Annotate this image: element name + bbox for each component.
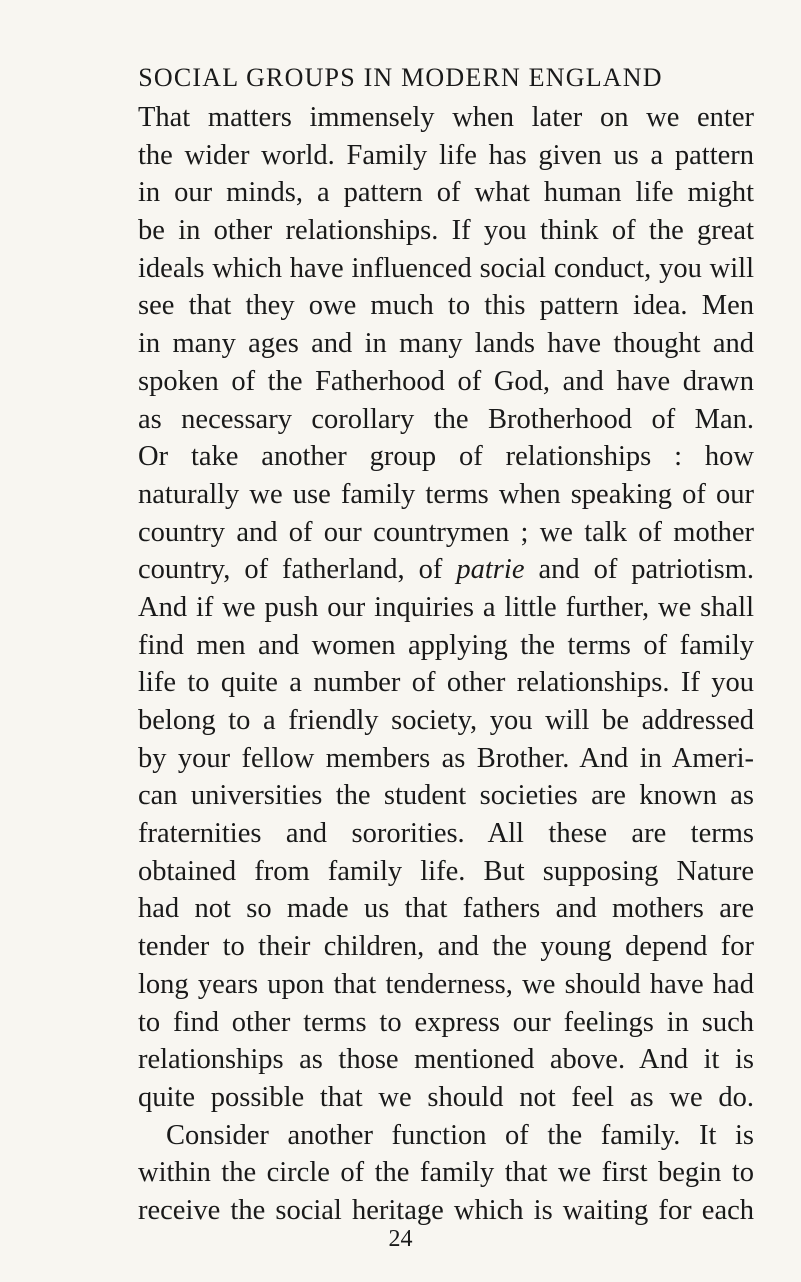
text-line: That matters immensely when later on we enter bbox=[138, 102, 754, 133]
text-line: naturally we use family terms when speaking of our bbox=[138, 478, 754, 510]
text-span: and of patriotism. bbox=[524, 554, 754, 586]
text-line: Or take another group of relationships : how bbox=[138, 441, 754, 473]
text-line: the wider world. Family life has given us a pattern bbox=[138, 139, 754, 171]
text-line: quite possible that we should not feel as we do. bbox=[138, 1081, 754, 1113]
text-line: life to quite a number of other relationships. If you bbox=[138, 667, 754, 699]
text-line: within the circle of the family that we first begin to bbox=[138, 1157, 754, 1189]
text-line: obtained from family life. But supposing Nature bbox=[138, 855, 754, 887]
text-line: had not so made us that fathers and mothers are bbox=[138, 893, 754, 925]
text-line: long years upon that tenderness, we should have had bbox=[138, 968, 754, 1000]
text-line: can universities the student societies are known as bbox=[138, 780, 754, 812]
text-line: And if we push our inquiries a little further, we shall bbox=[138, 591, 754, 623]
text-line: receive the social heritage which is waiting for each bbox=[138, 1194, 754, 1226]
text-line: relationships as those mentioned above. And it is bbox=[138, 1044, 754, 1076]
body-text bbox=[138, 99, 754, 1230]
text-line: be in other relationships. If you think of the great bbox=[138, 215, 754, 247]
text-line: to find other terms to express our feelings in such bbox=[138, 1006, 754, 1038]
page-number: 24 bbox=[388, 1226, 413, 1252]
text-line: ideals which have influenced social conduct, you will bbox=[138, 252, 754, 284]
text-line: as necessary corollary the Brotherhood of Man. bbox=[138, 403, 754, 435]
text-line: tender to their children, and the young depend for bbox=[138, 931, 754, 963]
text-line: by your fellow members as Brother. And in Ameri- bbox=[138, 742, 754, 774]
text-line: country and of our countrymen ; we talk of mother bbox=[138, 516, 754, 548]
text-line: find men and women applying the terms of family bbox=[138, 629, 754, 661]
text-line: in our minds, a pattern of what human life might bbox=[138, 177, 754, 209]
text-span: country, of fatherland, of bbox=[138, 554, 457, 586]
text-line: spoken of the Fatherhood of God, and have drawn bbox=[138, 365, 754, 397]
italic-word: patrie bbox=[456, 554, 525, 586]
text-line-with-italic bbox=[138, 551, 754, 589]
running-head: SOCIAL GROUPS IN MODERN ENGLAND bbox=[138, 63, 663, 92]
paragraph-start-line: Consider another function of the family. It is bbox=[166, 1119, 754, 1151]
text-line: in many ages and in many lands have thought and bbox=[138, 328, 754, 360]
text-line: belong to a friendly society, you will be addressed bbox=[138, 705, 754, 736]
text-line: see that they owe much to this pattern idea. Men bbox=[138, 290, 754, 322]
text-line: fraternities and sororities. All these are terms bbox=[138, 818, 754, 850]
